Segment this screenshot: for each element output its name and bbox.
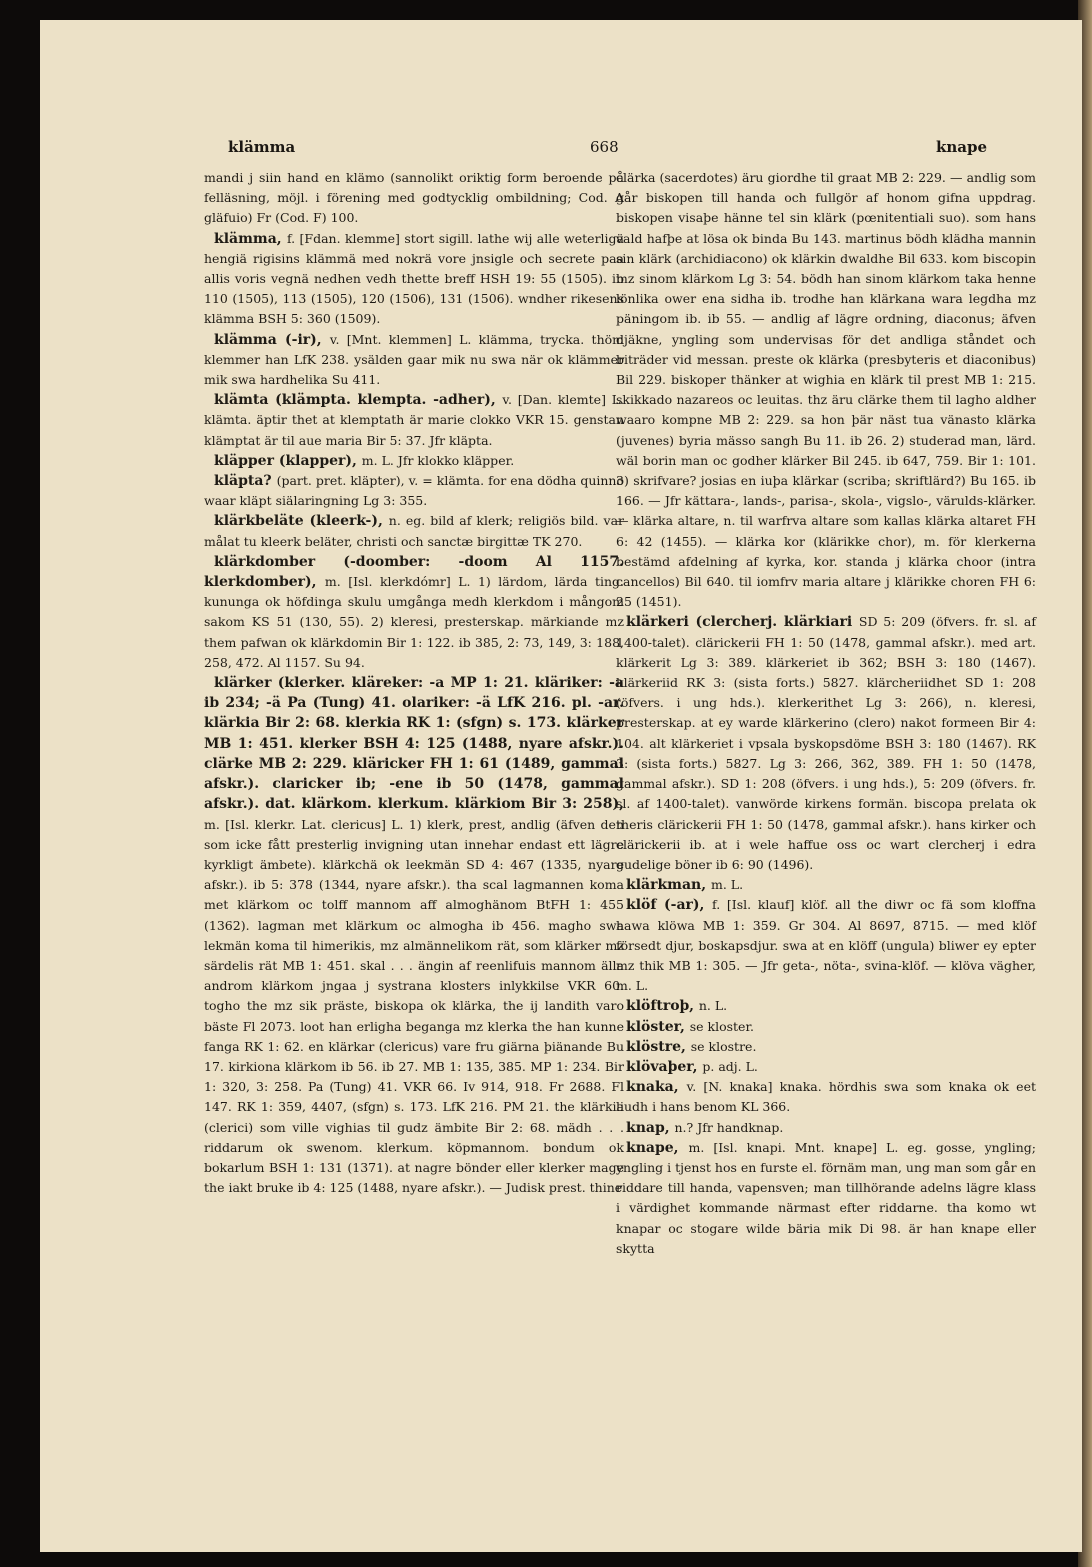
dictionary-entry [204,511,624,551]
dictionary-entry [616,875,1036,895]
entry-headword: klämma, [214,230,287,247]
entry-headword: knaka, [626,1079,687,1096]
entry-text: m. [Isl. knapi. Mnt. knape] L. eg. gosse, yngling; yngling i tjenst hos en furste el. förnäm man, ung man som går en riddare till handa, vapensven; man tillhörande adelns lägre klass i värdighet kommande närmast efter riddarne. tha komo wt knapar oc stogare wilde bäria mik Di 98. är han knape eller skytta [616,1139,1036,1256]
entry-text: m. L. Jfr klokko kläpper. [361,452,515,468]
entry-headword: kläpta? [214,473,277,490]
entry-headword: klärkbeläte (kleerk-), [214,513,389,530]
left-guide-word: klämma [228,138,296,156]
dictionary-entry [616,1138,1036,1259]
right-guide-word: knape [936,138,988,156]
entry-headword: klärkeri (clercherj. klärkiari [626,614,859,631]
entry-headword: klövaþer, [626,1058,703,1075]
entry-text: mandi j siin hand en klämo (sannolikt oriktig form beroende på felläsning, möjl. i förening med godtycklig ombildning; Cod. A gläfuio) Fr (Cod. F) 100. [204,170,624,226]
entry-headword: klärkdomber (-doomber: -doom Al 1157. klerkdomber), [204,553,624,591]
dictionary-entry [616,996,1036,1016]
entry-text: m. L. [710,877,744,893]
entry-headword: klärkman, [626,877,711,894]
entry-text: p. adj. L. [702,1058,758,1074]
left-column [204,168,624,1198]
entry-text: n. eg. bild af klerk; religiös bild. var målat tu kleerk beläter, christi och sanctæ birgittæ TK 270. [204,513,624,549]
dictionary-entry [204,229,624,330]
dictionary-entry [204,390,624,451]
entry-headword: knape, [626,1139,689,1156]
dictionary-entry [616,1118,1036,1138]
dictionary-entry [204,552,624,673]
entry-text: m. [Isl. klerkr. Lat. clericus] L. 1) klerk, prest, andlig (äfven den som icke fått presterlig invigning utan innehar endast ett lägre kyrkligt ämbete). klärkchä ok leekmän SD 4: 467 (1335, nyare afskr.). ib 5: 378 (1344, nyare afskr.). tha scal lagmannen koma met klärkom oc tolff mannom aff almoghänom BtFH 1: 455 (1362). lagman met klärkum oc almogha ib 456. magho swa lekmän koma til himerikis, mz almännelikom rät, som klärker mz särdelis rät MB 1: 451. skal . . . ängin af reenlifuis mannom älla androm klärkom jngaa j systrana klosters inlykkilse VKR 60. togho the mz sik präste, biskopa ok klärka, the ij landith varo bäste Fl 2073. loot han erligha beganga mz klerka the han kunne fanga RK 1: 62. en klärkar (clericus) vare fru giärna þiänande Bu 17. kirkiona klärkom ib 56. ib 27. MB 1: 135, 385. MP 1: 234. Bir 1: 320, 3: 258. Pa (Tung) 41. VKR 66. Iv 914, 918. Fr 2688. Fl 147. RK 1: 359, 4407, (sfgn) s. 173. LfK 216. PM 21. the klärkia (clerici) som ville vighias til gudz ämbite Bir 2: 68. mädh . . . riddarum ok swenom. klerkum. köpmannom. bondum ok bokarlum BSH 1: 131 (1371). at nagre bönder eller klerker mage the iakt bruke ib 4: 125 (1488, nyare afskr.). — Judisk prest. thine [204,816,624,1196]
entry-text: v. [Dan. klemte] L. klämta. äptir thet at klemptath är marie clokko VKR 15. genstan klämptat är til aue maria Bir 5: 37. Jfr kläpta. [204,392,624,448]
page-number: 668 [590,138,619,156]
entry-text: f. [Isl. klauf] klöf. all the diwr oc fä som kloffna hawa klöwa MB 1: 359. Gr 304. Al 8697, 8715. — med klöf försedt djur, boskapsdjur. swa at en klöff (ungula) bliwer ey epter mz thik MB 1: 305. — Jfr geta-, nöta-, svina-klöf. — klöva vägher, m. L. [616,897,1036,994]
dictionary-page [40,20,1082,1552]
entry-text: clärka (sacerdotes) äru giordhe til graat MB 2: 229. — andlig som går biskopen till handa och fullgör af honom gifna uppdrag. biskopen visaþe hänne tel sin klärk (pœnitentiali suo). som hans vald hafþe at lösa ok binda Bu 143. martinus bödh klädha mannin sin klärk (archidiacono) ok klärkin dwaldhe Bil 633. kom biscopin mz sinom klärkom Lg 3: 54. bödh han sinom klärkom taka henne lönlika ower ena sidha ib. trodhe han klärkana wara legdha mz päningom ib. ib 55. — andlig af lägre ordning, diaconus; äfven djäkne, yngling som undervisas för det andliga ståndet och biträder vid messan. preste ok klärka (presbyteris et diaconibus) Bil 229. biskoper thänker at wighia en klärk til prest MB 1: 215. skikkado nazareos oc leuitas. thz äru clärke them til lagho aldher waaro kompne MB 2: 229. sa hon þär näst tua vänasto klärka (juvenes) byria mässo sangh Bu 11. ib 26. 2) studerad man, lärd. wäl borin man oc godher klärker Bil 245. ib 647, 759. Bir 1: 101. 3) skrifvare? josias en iuþa klärkar (scriba; skriftlärd?) Bu 165. ib 166. — Jfr kättara-, lands-, parisa-, skola-, vigslo-, värulds-klärker. — klärka altare, n. til warfrva altare som kallas klärka altaret FH 6: 42 (1455). — klärka kor (klärikke chor), m. för klerkerna bestämd afdelning af kyrka, kor. standa j klärka choor (intra cancellos) Bil 640. til iomfrv maria altare j klärikke choren FH 6: 25 (1451). [616,170,1036,610]
entry-text: n. L. [698,998,728,1014]
entry-text: SD 5: 209 (öfvers. fr. sl. af 1400-talet). clärickerii FH 1: 50 (1478, gammal afskr.). med art. klärkerit Lg 3: 389. klärkeriet ib 362; BSH 3: 180 (1467). klärkeriid RK 3: (sista forts.) 5827. klärcheriidhet SD 1: 208 (öfvers. i ung hds.). klerkerithet Lg 3: 266), n. kleresi, presterskap. at ey warde klärkerino (clero) nakot formeen Bir 4: 104. alt klärkeriet i vpsala byskopsdöme BSH 3: 180 (1467). RK 3: (sista forts.) 5827. Lg 3: 266, 362, 389. FH 1: 50 (1478, gammal afskr.). SD 1: 208 (öfvers. i ung hds.), 5: 209 (öfvers. fr. sl. af 1400-talet). vanwörde kirkens formän. biscopa prelata ok theris clärickerii FH 1: 50 (1478, gammal afskr.). hans kirker och clärickerii ib. at i wele haffue oss oc wart clercherj i edra gudelige böner ib 6: 90 (1496). [616,614,1036,872]
entry-headword: kläpper (klapper), [214,452,362,469]
dictionary-entry [616,1077,1036,1117]
entry-headword: klöf (-ar), [626,897,713,914]
dictionary-entry [616,1017,1036,1037]
entry-headword: klärker (klerker. kläreker: -a MP 1: 21. kläriker: -a ib 234; -ä Pa (Tung) 41. olariker: -ä LfK 216. pl. -ar. klärkia Bir 2: 68. klerkia RK 1: (sfgn) s. 173. klärker MB 1: 451. klerker BSH 4: 125 (1488, nyare afskr.). clärke MB 2: 229. kläricker FH 1: 61 (1489, gammal afskr.). claricker ib; -ene ib 50 (1478, gammal afskr.). dat. klärkom. klerkum. klärkiom Bir 3: 258), [204,675,624,813]
dictionary-entry [616,1057,1036,1077]
dictionary-entry [204,168,624,229]
dictionary-entry [616,1037,1036,1057]
entry-headword: klämta (klämpta. klempta. -adher), [214,392,503,409]
entry-headword: knap, [626,1119,675,1136]
entry-headword: klöftroþ, [626,998,699,1015]
entry-text: se klostre. [690,1038,757,1054]
entry-text: n.? Jfr handknap. [674,1119,784,1135]
entry-headword: klöstre, [626,1038,691,1055]
right-column [616,168,1036,1259]
entry-text: (part. pret. kläpter), v. = klämta. for ena dödha quinno waar kläpt siälaringning Lg 3: 355. [204,473,625,509]
dictionary-entry [616,168,1036,612]
entry-headword: klöster, [626,1018,690,1035]
dictionary-entry [616,895,1036,996]
dictionary-entry [616,612,1036,875]
entry-text: se kloster. [689,1018,755,1034]
dictionary-entry [204,673,624,1198]
entry-text: v. [N. knaka] knaka. hördhis swa som knaka ok eet liudh i hans benom KL 366. [616,1079,1036,1115]
entry-headword: klämma (-ir), [214,331,330,348]
entry-text: f. [Fdan. klemme] stort sigill. lathe wij alle weterligä hengiä rigisins klämmä med nokrä vore jnsigle och secrete paa allis voris vegnä nedhen vedh thette breff HSH 19: 55 (1505). ib 110 (1505), 113 (1505), 120 (1506), 131 (1506). wndher rikesens klämma BSH 5: 360 (1509). [204,230,625,327]
dictionary-entry [204,330,624,391]
entry-text: v. [Mnt. klemmen] L. klämma, trycka. thöm klemmer han LfK 238. ysälden gaar mik nu swa när ok klämmer mik swa hardhelika Su 411. [204,331,624,388]
dictionary-entry [204,471,624,511]
dictionary-entry [204,451,624,471]
entry-text: m. [Isl. klerkdómr] L. 1) lärdom, lärda ting. kununga ok höfdinga skulu umgånga medh klerkdom i mångom sakom KS 51 (130, 55). 2) kleresi, presterskap. märkiande mz them pafwan ok klärkdomin Bir 1: 122. ib 385, 2: 73, 149, 3: 188, 258, 472. Al 1157. Su 94. [204,574,625,670]
